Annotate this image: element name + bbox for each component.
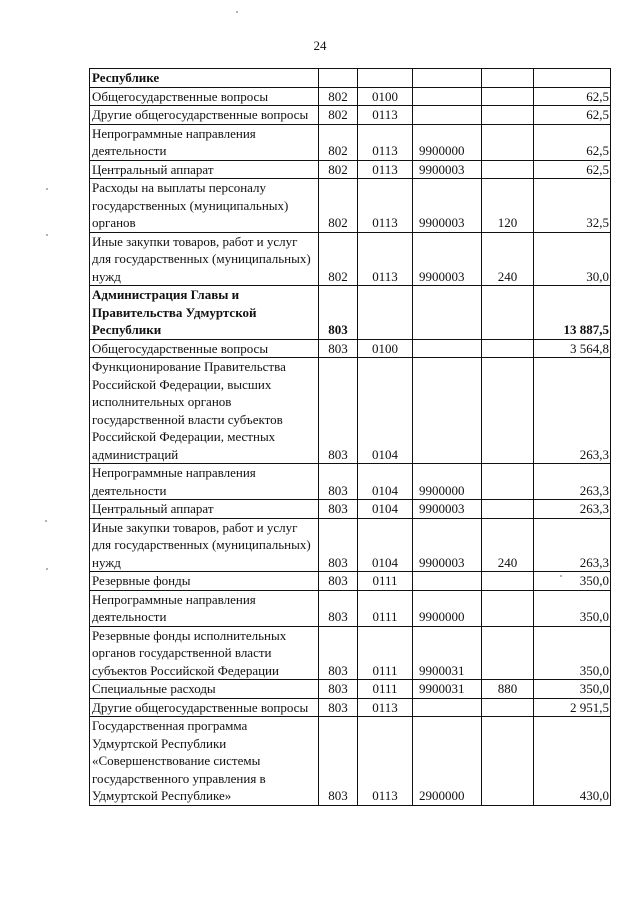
cell-section-code: 0111 — [358, 680, 413, 699]
cell-section-code: 0104 — [358, 500, 413, 519]
budget-table-body — [90, 69, 611, 806]
cell-section-code: 0113 — [358, 232, 413, 286]
cell-amount — [534, 69, 611, 88]
cell-name: Другие общегосударственные вопросы — [90, 698, 319, 717]
cell-amount: 13 887,5 — [534, 286, 611, 340]
table-row — [90, 572, 611, 591]
cell-section-code: 0113 — [358, 160, 413, 179]
table-row — [90, 590, 611, 626]
cell-amount: 62,5 — [534, 124, 611, 160]
table-row — [90, 69, 611, 88]
cell-expense-type: 240 — [482, 518, 534, 572]
cell-expense-type — [482, 590, 534, 626]
cell-amount: 62,5 — [534, 160, 611, 179]
scan-speck — [45, 520, 47, 522]
cell-target-article: 9900003 — [413, 518, 482, 572]
cell-expense-type — [482, 339, 534, 358]
cell-ved-code: 803 — [319, 500, 358, 519]
cell-name: Расходы на выплаты персоналу государственных (муниципальных) органов — [90, 179, 319, 233]
scan-speck — [46, 234, 48, 236]
cell-name: Другие общегосударственные вопросы — [90, 106, 319, 125]
scan-speck — [46, 188, 48, 190]
cell-name: Специальные расходы — [90, 680, 319, 699]
cell-amount: 350,0 — [534, 590, 611, 626]
cell-ved-code: 803 — [319, 339, 358, 358]
cell-section-code: 0113 — [358, 124, 413, 160]
cell-expense-type — [482, 358, 534, 464]
cell-expense-type — [482, 572, 534, 591]
cell-target-article: 9900000 — [413, 464, 482, 500]
table-row — [90, 626, 611, 680]
cell-target-article — [413, 87, 482, 106]
cell-target-article: 9900000 — [413, 590, 482, 626]
table-row — [90, 464, 611, 500]
cell-ved-code: 803 — [319, 590, 358, 626]
cell-target-article — [413, 358, 482, 464]
cell-ved-code: 803 — [319, 717, 358, 806]
cell-amount: 350,0 — [534, 680, 611, 699]
cell-ved-code: 802 — [319, 124, 358, 160]
cell-amount: 30,0 — [534, 232, 611, 286]
cell-target-article: 9900000 — [413, 124, 482, 160]
cell-amount: 3 564,8 — [534, 339, 611, 358]
cell-expense-type: 120 — [482, 179, 534, 233]
cell-section-code: 0113 — [358, 106, 413, 125]
cell-name: Государственная программа Удмуртской Республики «Совершенствование системы государственного управления в Удмуртской Республике» — [90, 717, 319, 806]
cell-target-article: 2900000 — [413, 717, 482, 806]
cell-section-code: 0111 — [358, 572, 413, 591]
cell-amount: 62,5 — [534, 87, 611, 106]
cell-section-code: 0113 — [358, 179, 413, 233]
table-row — [90, 232, 611, 286]
table-row — [90, 358, 611, 464]
cell-target-article: 9900003 — [413, 500, 482, 519]
cell-ved-code: 802 — [319, 160, 358, 179]
cell-expense-type — [482, 160, 534, 179]
cell-ved-code: 802 — [319, 106, 358, 125]
cell-name: Резервные фонды исполнительных органов государственной власти субъектов Российской Федерации — [90, 626, 319, 680]
cell-amount: 263,3 — [534, 500, 611, 519]
cell-ved-code: 803 — [319, 626, 358, 680]
cell-name: Непрограммные направления деятельности — [90, 464, 319, 500]
cell-section-code: 0111 — [358, 590, 413, 626]
table-row — [90, 179, 611, 233]
table-row — [90, 518, 611, 572]
cell-amount: 2 951,5 — [534, 698, 611, 717]
cell-target-article: 9900003 — [413, 179, 482, 233]
cell-target-article: 9900003 — [413, 160, 482, 179]
scan-speck — [236, 11, 238, 13]
cell-expense-type — [482, 87, 534, 106]
cell-expense-type — [482, 626, 534, 680]
cell-expense-type — [482, 698, 534, 717]
cell-name: Иные закупки товаров, работ и услуг для государственных (муниципальных) нужд — [90, 232, 319, 286]
cell-ved-code: 803 — [319, 358, 358, 464]
cell-amount: 350,0 — [534, 626, 611, 680]
cell-ved-code: 802 — [319, 87, 358, 106]
table-row — [90, 680, 611, 699]
cell-target-article: 9900031 — [413, 680, 482, 699]
budget-table — [89, 68, 611, 806]
cell-amount: 62,5 — [534, 106, 611, 125]
cell-section-code: 0100 — [358, 87, 413, 106]
cell-amount: 263,3 — [534, 464, 611, 500]
table-row — [90, 106, 611, 125]
table-row — [90, 160, 611, 179]
cell-ved-code: 803 — [319, 698, 358, 717]
cell-section-code: 0113 — [358, 717, 413, 806]
cell-name: Иные закупки товаров, работ и услуг для государственных (муниципальных) нужд — [90, 518, 319, 572]
cell-ved-code: 803 — [319, 518, 358, 572]
cell-target-article: 9900003 — [413, 232, 482, 286]
cell-amount: 430,0 — [534, 717, 611, 806]
cell-target-article — [413, 286, 482, 340]
cell-expense-type — [482, 106, 534, 125]
cell-name: Центральный аппарат — [90, 160, 319, 179]
table-row — [90, 124, 611, 160]
cell-expense-type — [482, 500, 534, 519]
scan-speck — [560, 575, 562, 577]
cell-amount: 263,3 — [534, 518, 611, 572]
cell-expense-type — [482, 124, 534, 160]
cell-section-code: 0104 — [358, 464, 413, 500]
cell-target-article — [413, 572, 482, 591]
cell-amount: 350,0 — [534, 572, 611, 591]
cell-expense-type — [482, 464, 534, 500]
cell-section-code: 0113 — [358, 698, 413, 717]
cell-amount: 263,3 — [534, 358, 611, 464]
cell-section-code — [358, 69, 413, 88]
cell-target-article — [413, 339, 482, 358]
cell-expense-type — [482, 69, 534, 88]
cell-ved-code: 803 — [319, 680, 358, 699]
cell-name: Республике — [90, 69, 319, 88]
table-row — [90, 87, 611, 106]
cell-ved-code: 803 — [319, 286, 358, 340]
cell-name: Администрация Главы и Правительства Удмуртской Республики — [90, 286, 319, 340]
cell-expense-type — [482, 286, 534, 340]
table-row — [90, 286, 611, 340]
cell-section-code: 0104 — [358, 518, 413, 572]
cell-name: Резервные фонды — [90, 572, 319, 591]
cell-section-code: 0104 — [358, 358, 413, 464]
cell-amount: 32,5 — [534, 179, 611, 233]
cell-name: Непрограммные направления деятельности — [90, 124, 319, 160]
cell-target-article — [413, 698, 482, 717]
scan-speck — [46, 568, 48, 570]
table-row — [90, 717, 611, 806]
cell-name: Общегосударственные вопросы — [90, 339, 319, 358]
cell-expense-type: 880 — [482, 680, 534, 699]
cell-ved-code — [319, 69, 358, 88]
table-row — [90, 698, 611, 717]
cell-name: Непрограммные направления деятельности — [90, 590, 319, 626]
table-row — [90, 339, 611, 358]
cell-expense-type — [482, 717, 534, 806]
cell-target-article — [413, 69, 482, 88]
cell-ved-code: 802 — [319, 179, 358, 233]
table-row — [90, 500, 611, 519]
cell-name: Центральный аппарат — [90, 500, 319, 519]
cell-ved-code: 802 — [319, 232, 358, 286]
cell-name: Функционирование Правительства Российской Федерации, высших исполнительных органов государственной власти субъектов Российской Федерации, местных администраций — [90, 358, 319, 464]
cell-target-article: 9900031 — [413, 626, 482, 680]
page-number: 24 — [313, 38, 327, 53]
cell-expense-type: 240 — [482, 232, 534, 286]
cell-ved-code: 803 — [319, 464, 358, 500]
cell-target-article — [413, 106, 482, 125]
cell-section-code: 0100 — [358, 339, 413, 358]
cell-name: Общегосударственные вопросы — [90, 87, 319, 106]
cell-ved-code: 803 — [319, 572, 358, 591]
cell-section-code: 0111 — [358, 626, 413, 680]
cell-section-code — [358, 286, 413, 340]
